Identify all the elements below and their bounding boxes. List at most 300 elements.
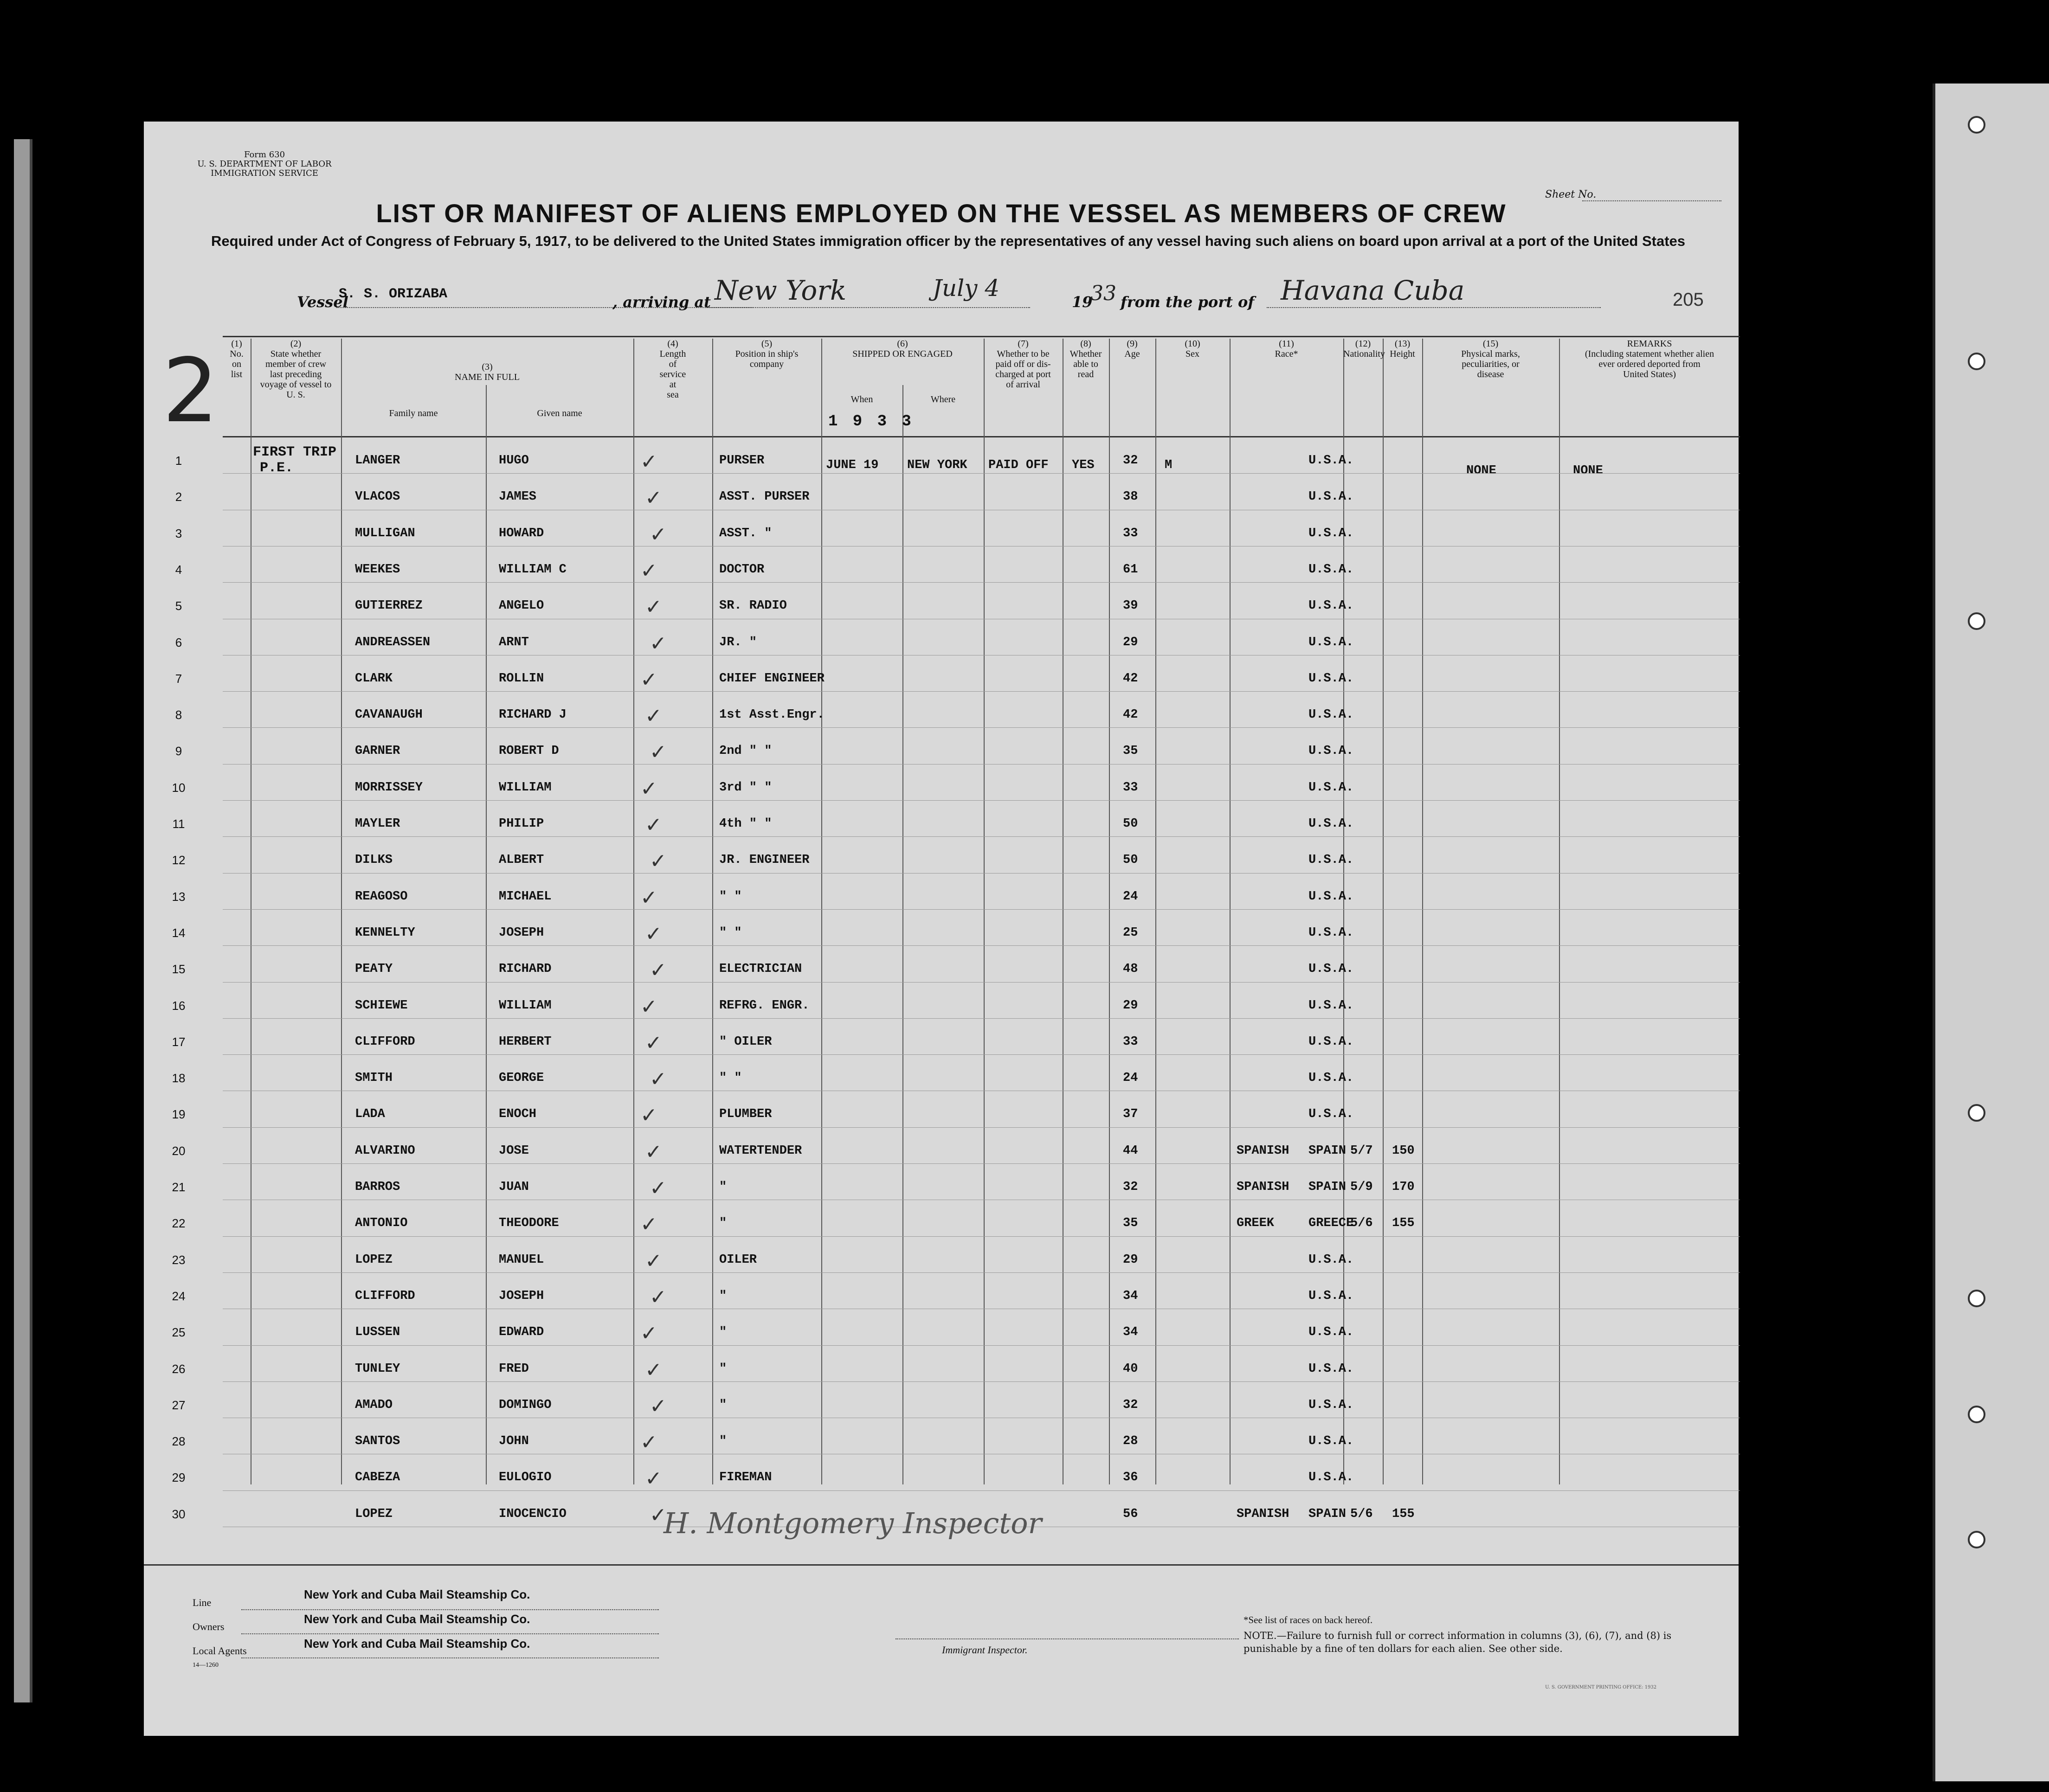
header-remarks: REMARKS (Including statement whether alien ever ordered deported from United States) (1585, 339, 1714, 379)
check-mark-icon: ✓ (640, 995, 657, 1019)
given-name: ROBERT D (499, 744, 559, 758)
family-name: LADA (355, 1107, 385, 1122)
position: OILER (719, 1252, 757, 1267)
agents-underline (241, 1657, 659, 1658)
check-mark-icon: ✓ (645, 704, 662, 728)
nationality: U.S.A. (1308, 454, 1354, 468)
given-name: EULOGIO (499, 1471, 552, 1485)
family-name: CLIFFORD (355, 1289, 415, 1303)
row-rule (223, 836, 1740, 837)
family-name: MORRISSEY (355, 780, 423, 795)
binder-hole (1968, 1290, 1985, 1307)
row-number: 20 (172, 1143, 186, 1158)
position: " (719, 1325, 727, 1340)
nationality: U.S.A. (1308, 1471, 1354, 1485)
family-name: CLIFFORD (355, 1034, 415, 1049)
position: 1st Asst.Engr. (719, 708, 825, 722)
line-value: New York and Cuba Mail Steamship Co. (304, 1587, 530, 1601)
position: PURSER (719, 454, 765, 468)
row-number: 6 (175, 635, 182, 649)
given-name: JAMES (499, 490, 537, 504)
binder-hole (1968, 353, 1985, 370)
family-name: KENNELTY (355, 925, 415, 940)
age: 44 (1123, 1143, 1138, 1158)
arriving-port: New York (715, 275, 847, 306)
age: 36 (1123, 1471, 1138, 1485)
age: 34 (1123, 1325, 1138, 1340)
check-mark-icon: ✓ (640, 1431, 657, 1455)
nationality: U.S.A. (1308, 1071, 1354, 1085)
form-code: 14—1260 (193, 1662, 219, 1669)
age: 35 (1123, 744, 1138, 758)
row-number: 29 (172, 1471, 186, 1485)
position: CHIEF ENGINEER (719, 671, 825, 686)
given-name: ARNT (499, 635, 529, 649)
row-rule (223, 1345, 1740, 1346)
age: 28 (1123, 1434, 1138, 1449)
family-name: AMADO (355, 1398, 393, 1412)
position: ELECTRICIAN (719, 962, 802, 976)
nationality: U.S.A. (1308, 1034, 1354, 1049)
position: " " (719, 1071, 742, 1085)
given-name: INOCENCIO (499, 1507, 567, 1521)
nationality: SPAIN (1308, 1143, 1347, 1158)
check-mark-icon: ✓ (645, 922, 662, 946)
year-handwritten: 33 (1090, 282, 1116, 305)
row-number: 16 (172, 998, 186, 1013)
nationality: U.S.A. (1308, 526, 1354, 540)
given-name: MICHAEL (499, 889, 552, 904)
header-age: (9) Age (1124, 339, 1140, 359)
nationality: U.S.A. (1308, 490, 1354, 504)
row-rule (223, 1054, 1740, 1055)
check-mark-icon: ✓ (650, 522, 667, 546)
nationality: U.S.A. (1308, 671, 1354, 686)
row-number: 26 (172, 1362, 186, 1376)
row-number: 22 (172, 1216, 186, 1231)
check-mark-icon: ✓ (640, 559, 657, 583)
check-mark-icon: ✓ (650, 849, 667, 874)
row-rule (223, 691, 1740, 692)
check-mark-icon: ✓ (645, 486, 662, 510)
row-number: 12 (172, 853, 186, 867)
row-rule (223, 1490, 1740, 1491)
from-port-label: from the port of (1121, 293, 1255, 311)
row-number: 23 (172, 1252, 186, 1267)
form-title: LIST OR MANIFEST OF ALIENS EMPLOYED ON THE VESSEL AS MEMBERS OF CREW (376, 199, 1507, 228)
col-rule (1109, 339, 1110, 1484)
col-rule (821, 339, 822, 1484)
row-number: 15 (172, 962, 186, 976)
row-number: 3 (175, 526, 182, 540)
position: JR. ENGINEER (719, 853, 810, 867)
race: GREEK (1237, 1216, 1275, 1231)
position: " (719, 1434, 727, 1449)
weight: 155 (1392, 1507, 1415, 1521)
nationality: SPAIN (1308, 1180, 1347, 1194)
age: 61 (1123, 562, 1138, 577)
header-read: (8) Whether able to read (1070, 339, 1102, 379)
given-name: PHILIP (499, 817, 544, 831)
check-mark-icon: ✓ (645, 1031, 662, 1055)
age: 25 (1123, 925, 1138, 940)
nationality: U.S.A. (1308, 817, 1354, 831)
inspector-underline (896, 1638, 1239, 1639)
row-rule (223, 945, 1740, 946)
row-rule (223, 1127, 1740, 1128)
sheet-mark: 2 (162, 340, 219, 442)
row-rule (223, 1272, 1740, 1273)
sex: M (1165, 458, 1173, 472)
year-prefix: 19 (1072, 293, 1093, 311)
check-mark-icon: ✓ (650, 1394, 667, 1418)
weight: 155 (1392, 1216, 1415, 1231)
position: ASST. PURSER (719, 490, 810, 504)
col-rule (633, 339, 634, 1484)
row-rule (223, 873, 1740, 874)
age: 33 (1123, 780, 1138, 795)
height: 5/6 (1350, 1216, 1373, 1231)
family-name: CABEZA (355, 1471, 400, 1485)
header-paid-off: (7) Whether to be paid off or dis- charged at port of arrival (995, 339, 1051, 390)
age: 33 (1123, 526, 1138, 540)
family-name: CAVANAUGH (355, 708, 423, 722)
adjacent-page-strip (1933, 83, 2049, 1781)
row-rule (223, 1381, 1740, 1382)
position: " (719, 1289, 727, 1303)
row-rule (223, 909, 1740, 910)
family-name: VLACOS (355, 490, 400, 504)
age: 50 (1123, 853, 1138, 867)
height: 5/7 (1350, 1143, 1373, 1158)
position: SR. RADIO (719, 599, 787, 613)
row-number: 11 (172, 817, 185, 831)
age: 50 (1123, 817, 1138, 831)
given-name: HUGO (499, 454, 529, 468)
nationality: U.S.A. (1308, 1252, 1354, 1267)
check-mark-icon: ✓ (640, 450, 657, 474)
age: 32 (1123, 454, 1138, 468)
header-given-name: Given name (537, 408, 582, 418)
local-agents-label: Local Agents (193, 1645, 247, 1657)
nationality: U.S.A. (1308, 599, 1354, 613)
age: 35 (1123, 1216, 1138, 1231)
age: 56 (1123, 1507, 1138, 1521)
col-rule (712, 339, 713, 1484)
nationality: U.S.A. (1308, 853, 1354, 867)
nationality: SPAIN (1308, 1507, 1347, 1521)
given-name: THEODORE (499, 1216, 559, 1231)
check-mark-icon: ✓ (640, 886, 657, 910)
age: 24 (1123, 889, 1138, 904)
given-name: JOHN (499, 1434, 529, 1449)
given-name: RICHARD (499, 962, 552, 976)
given-name: ALBERT (499, 853, 544, 867)
header-position: (5) Position in ship's company (735, 339, 799, 369)
printer-credit: U. S. GOVERNMENT PRINTING OFFICE: 1932 (1545, 1685, 1657, 1690)
position: REFRG. ENGR. (719, 998, 810, 1013)
row-rule (223, 1018, 1740, 1019)
check-mark-icon: ✓ (650, 1067, 667, 1092)
row-number: 24 (172, 1289, 186, 1303)
manifest-form (144, 122, 1739, 1736)
given-name: FRED (499, 1362, 529, 1376)
physical-marks: NONE (1466, 464, 1496, 478)
age: 40 (1123, 1362, 1138, 1376)
paid-off: PAID OFF (988, 458, 1049, 472)
owners-label: Owners (193, 1621, 225, 1632)
check-mark-icon: ✓ (640, 668, 657, 692)
position: 4th " " (719, 817, 772, 831)
family-name: SMITH (355, 1071, 393, 1085)
col-rule (1343, 339, 1344, 1484)
able-to-read: YES (1072, 458, 1095, 472)
header-state: (2) State whether member of crew last preceding voyage of vessel to U. S. (260, 339, 332, 400)
inspector-signature: H. Montgomery Inspector (664, 1506, 1042, 1540)
family-name: MAYLER (355, 817, 400, 831)
col-rule (1559, 339, 1560, 1484)
nationality: U.S.A. (1308, 1289, 1354, 1303)
position: " (719, 1362, 727, 1376)
row-number: 10 (172, 780, 186, 795)
row-number: 4 (175, 562, 182, 577)
race: SPANISH (1237, 1507, 1289, 1521)
given-name: WILLIAM (499, 780, 552, 795)
row-number: 2 (175, 490, 182, 504)
family-name: CLARK (355, 671, 393, 686)
header-where: Where (930, 394, 956, 405)
col-rule (341, 339, 342, 1484)
line-label: Line (193, 1597, 212, 1608)
nationality: U.S.A. (1308, 1362, 1354, 1376)
row-rule (223, 1163, 1740, 1164)
binder-hole (1968, 1531, 1985, 1548)
position: " (719, 1216, 727, 1231)
height: 5/9 (1350, 1180, 1373, 1194)
check-mark-icon: ✓ (645, 1140, 662, 1164)
nationality: U.S.A. (1308, 708, 1354, 722)
check-mark-icon: ✓ (645, 1467, 662, 1491)
age: 32 (1123, 1398, 1138, 1412)
age: 29 (1123, 635, 1138, 649)
given-name: DOMINGO (499, 1398, 552, 1412)
header-service: (4) Length of service at sea (659, 339, 686, 400)
position: " " (719, 889, 742, 904)
binder-hole (1968, 116, 1985, 134)
position: FIREMAN (719, 1471, 772, 1485)
given-name: JOSEPH (499, 1289, 544, 1303)
age: 33 (1123, 1034, 1138, 1049)
family-name: GUTIERREZ (355, 599, 423, 613)
age: 42 (1123, 671, 1138, 686)
nationality: U.S.A. (1308, 744, 1354, 758)
age: 38 (1123, 490, 1138, 504)
position: " (719, 1398, 727, 1412)
family-name: ANDREASSEN (355, 635, 431, 649)
position: JR. " (719, 635, 757, 649)
service-label: IMMIGRATION SERVICE (211, 168, 318, 178)
first-trip-sublabel: P.E. (260, 460, 294, 476)
age: 24 (1123, 1071, 1138, 1085)
sheet-label: Sheet No. (1545, 189, 1597, 200)
family-name: BARROS (355, 1180, 400, 1194)
family-name: MULLIGAN (355, 526, 415, 540)
check-mark-icon: ✓ (650, 958, 667, 983)
nationality: U.S.A. (1308, 889, 1354, 904)
nationality: U.S.A. (1308, 1398, 1354, 1412)
header-name: (3) NAME IN FULL (455, 362, 520, 382)
row-number: 17 (172, 1034, 186, 1049)
weight: 170 (1392, 1180, 1415, 1194)
year-stamp: 1 9 3 3 (828, 413, 914, 430)
header-sex: (10) Sex (1185, 339, 1200, 359)
arrival-date: July 4 (933, 275, 1000, 302)
row-number: 8 (175, 708, 182, 722)
position: DOCTOR (719, 562, 765, 577)
binder-hole (1968, 612, 1985, 630)
row-number: 27 (172, 1398, 186, 1412)
position: " " (719, 925, 742, 940)
header-when: When (851, 394, 873, 405)
nationality: U.S.A. (1308, 562, 1354, 577)
row-number: 5 (175, 599, 182, 613)
row-number: 9 (175, 744, 182, 758)
check-mark-icon: ✓ (640, 1322, 657, 1346)
col-rule (1230, 339, 1231, 1484)
row-number: 19 (172, 1107, 186, 1122)
family-name: DILKS (355, 853, 393, 867)
line-underline (241, 1609, 659, 1610)
given-name: HERBERT (499, 1034, 552, 1049)
position: ASST. " (719, 526, 772, 540)
col-rule (902, 385, 903, 1484)
family-name: LUSSEN (355, 1325, 400, 1340)
given-name: ROLLIN (499, 671, 544, 686)
nationality: U.S.A. (1308, 780, 1354, 795)
header-bottom-rule (223, 436, 1740, 437)
family-name: SCHIEWE (355, 998, 408, 1013)
age: 34 (1123, 1289, 1138, 1303)
page-number: 205 (1673, 289, 1704, 310)
height: 5/6 (1350, 1507, 1373, 1521)
given-name: JUAN (499, 1180, 529, 1194)
row-number: 1 (175, 454, 182, 468)
vessel-label: Vessel (297, 293, 348, 311)
check-mark-icon: ✓ (650, 631, 667, 655)
owners-value: New York and Cuba Mail Steamship Co. (304, 1612, 530, 1626)
row-rule (223, 1236, 1740, 1237)
check-mark-icon: ✓ (645, 813, 662, 837)
position: " OILER (719, 1034, 772, 1049)
family-name: REAGOSO (355, 889, 408, 904)
position: 2nd " " (719, 744, 772, 758)
col-rule (1155, 339, 1156, 1484)
form-subtitle: Required under Act of Congress of February 5, 1917, to be delivered to the United States immigration officer by the representatives of any vessel having such aliens on board upon arrival at a port of the United States (211, 233, 1686, 249)
age: 48 (1123, 962, 1138, 976)
position: 3rd " " (719, 780, 772, 795)
family-name: ALVARINO (355, 1143, 415, 1158)
given-name: ANGELO (499, 599, 544, 613)
agents-value: New York and Cuba Mail Steamship Co. (304, 1637, 530, 1651)
header-no: (1) No. on list (230, 339, 244, 379)
check-mark-icon: ✓ (650, 740, 667, 764)
position: PLUMBER (719, 1107, 772, 1122)
given-name: RICHARD J (499, 708, 567, 722)
adjacent-page-edge (14, 139, 32, 1702)
header-race: (11) Race* (1275, 339, 1298, 359)
races-note: *See list of races on back hereof. (1244, 1614, 1373, 1625)
row-rule (223, 800, 1740, 801)
check-mark-icon: ✓ (650, 1285, 667, 1309)
age: 42 (1123, 708, 1138, 722)
family-name: SANTOS (355, 1434, 400, 1449)
family-name: LOPEZ (355, 1507, 393, 1521)
arriving-underline (705, 307, 1030, 308)
row-number: 21 (172, 1180, 186, 1194)
header-family-name: Family name (389, 408, 438, 418)
given-name: MANUEL (499, 1252, 544, 1267)
row-rule (223, 727, 1740, 728)
age: 39 (1123, 599, 1138, 613)
age: 29 (1123, 1252, 1138, 1267)
binder-hole (1968, 1406, 1985, 1423)
given-name: WILLIAM C (499, 562, 567, 577)
row-number: 18 (172, 1071, 186, 1085)
check-mark-icon: ✓ (645, 1358, 662, 1382)
nationality: GREECE (1308, 1216, 1354, 1231)
from-port: Havana Cuba (1281, 275, 1465, 306)
row-number: 25 (172, 1325, 186, 1340)
inspector-label: Immigrant Inspector. (942, 1644, 1028, 1656)
check-mark-icon: ✓ (640, 1104, 657, 1128)
from-port-underline (1267, 307, 1601, 308)
nationality: U.S.A. (1308, 1107, 1354, 1122)
shipped-where: NEW YORK (907, 458, 967, 472)
footer-rule (144, 1564, 1739, 1566)
family-name: GARNER (355, 744, 400, 758)
vessel-name: S. S. ORIZABA (339, 286, 448, 302)
family-name: LOPEZ (355, 1252, 393, 1267)
arriving-label: , arriving at (612, 293, 711, 311)
check-mark-icon: ✓ (645, 1249, 662, 1273)
row-number: 28 (172, 1434, 186, 1449)
age: 37 (1123, 1107, 1138, 1122)
col-rule (984, 339, 985, 1484)
nationality: U.S.A. (1308, 1434, 1354, 1449)
row-number: 13 (172, 889, 186, 904)
owners-underline (241, 1633, 659, 1634)
binder-hole (1968, 1104, 1985, 1122)
col-rule (1383, 339, 1384, 1484)
nationality: U.S.A. (1308, 635, 1354, 649)
given-name: ENOCH (499, 1107, 537, 1122)
nationality: U.S.A. (1308, 998, 1354, 1013)
penalty-note: NOTE.—Failure to furnish full or correct information in columns (3), (6), (7), and (8) is punishable by a fine of ten dollars for each alien. See other side. (1244, 1630, 1672, 1654)
given-name: HOWARD (499, 526, 544, 540)
row-rule (223, 982, 1740, 983)
family-name: LANGER (355, 454, 400, 468)
check-mark-icon: ✓ (650, 1503, 667, 1527)
row-number: 7 (175, 671, 182, 686)
row-number: 30 (172, 1507, 186, 1521)
family-name: WEEKES (355, 562, 400, 577)
col-rule (486, 385, 487, 1484)
table-top-rule (223, 336, 1740, 337)
family-name: PEATY (355, 962, 393, 976)
position: WATERTENDER (719, 1143, 802, 1158)
nationality: U.S.A. (1308, 1325, 1354, 1340)
family-name: TUNLEY (355, 1362, 400, 1376)
